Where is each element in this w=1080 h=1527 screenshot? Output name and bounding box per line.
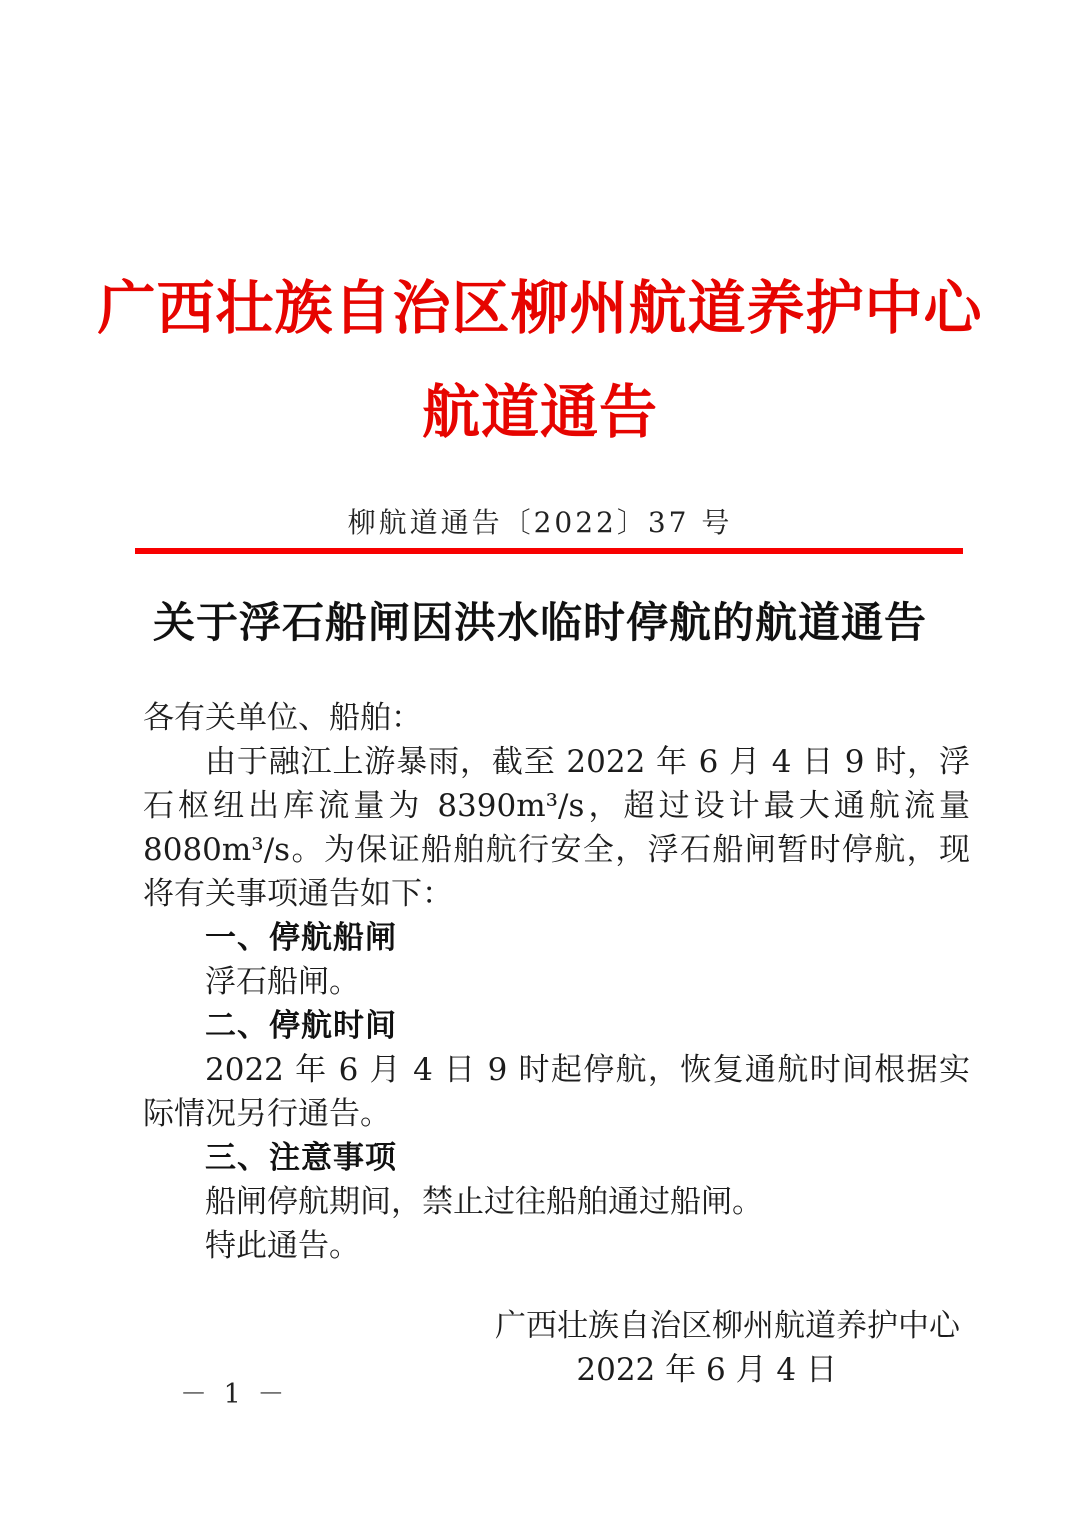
section-3-heading: 三、注意事项: [205, 1140, 397, 1176]
section-1-body: 浮石船闸。: [205, 964, 360, 1000]
letterhead-doc-type: 航道通告: [421, 378, 658, 446]
section-1-heading: 一、停航船闸: [205, 920, 397, 956]
closing-line: 特此通告。: [205, 1228, 360, 1264]
letterhead-org-name: 广西壮族自治区柳州航道养护中心: [97, 274, 983, 342]
notice-title: 关于浮石船闸因洪水临时停航的航道通告: [152, 598, 927, 647]
notice-body: [143, 696, 970, 1268]
letterhead: [0, 0, 1080, 464]
section-3-body: 船闸停航期间，禁止过往船舶通过船闸。: [205, 1184, 763, 1220]
section-2-body: 2022 年 6 月 4 日 9 时起停航，恢复通航时间根据实际情况另行通告。: [143, 1052, 970, 1132]
issue-date: 2022 年 6 月 4 日: [576, 1352, 837, 1388]
issuing-authority: 广西壮族自治区柳州航道养护中心: [495, 1308, 960, 1344]
document-number: 柳航道通告〔2022〕37 号: [347, 506, 733, 539]
page-number: － 1 －: [180, 1379, 289, 1410]
red-divider-rule: [135, 548, 963, 554]
salutation: 各有关单位、船舶：: [143, 700, 422, 736]
intro-paragraph: 由于融江上游暴雨，截至 2022 年 6 月 4 日 9 时，浮石枢纽出库流量为 8390m³/s，超过设计最大通航流量 8080m³/s。为保证船舶航行安全，浮石船闸暂时停航，现将有关事项通告如下：: [143, 744, 970, 912]
section-2-heading: 二、停航时间: [205, 1008, 397, 1044]
signature-block: [0, 1304, 970, 1392]
